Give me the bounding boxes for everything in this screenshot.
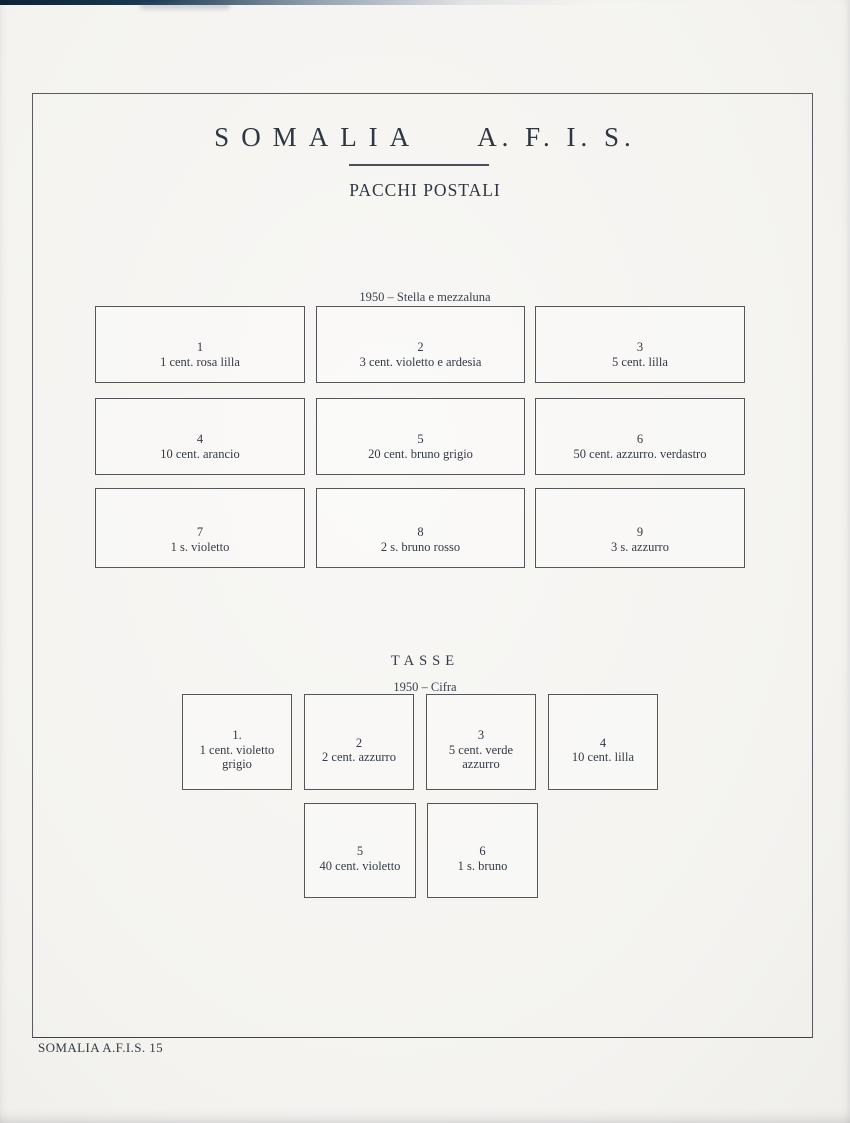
stamp-box-7 xyxy=(95,488,305,568)
scan-smudge xyxy=(140,3,230,9)
stamp-box-9 xyxy=(535,488,745,568)
stamp-number: 5 xyxy=(417,432,424,446)
stamp-number: 6 xyxy=(479,844,486,858)
page-title xyxy=(0,122,850,152)
stamp-number: 9 xyxy=(636,525,644,539)
stamp-description: 5 cent. verde azzurro xyxy=(448,742,514,772)
stamp-description: 10 cent. arancio xyxy=(160,446,240,461)
stamp-box-3 xyxy=(535,306,745,383)
stamp-box-1 xyxy=(95,306,305,383)
stamp-number: 8 xyxy=(417,525,424,539)
stamp-box-6 xyxy=(535,398,745,475)
stamp-number: 3 xyxy=(636,340,644,354)
stamp-description: 2 cent. azzurro xyxy=(322,750,396,764)
stamp-box-2 xyxy=(316,306,525,383)
section-title-tasse: TASSE xyxy=(390,653,460,669)
stamp-description: 3 cent. violetto e ardesia xyxy=(359,354,482,369)
stamp-description: 5 cent. lilla xyxy=(612,354,668,369)
stamp-number: 7 xyxy=(196,525,204,539)
stamp-number: 3 xyxy=(477,728,485,743)
stamp-description: 10 cent. lilla xyxy=(571,750,635,764)
stamp-description: 50 cent. azzurro. verdastro xyxy=(573,446,707,461)
stamp-box-8 xyxy=(316,488,525,568)
page-subtitle: PACCHI POSTALI xyxy=(349,180,501,200)
stamp-number: 4 xyxy=(196,432,204,446)
title-underline-rule xyxy=(349,164,489,166)
page-title-country: SOMALIA xyxy=(214,122,422,152)
stamp-number: 5 xyxy=(356,844,364,858)
stamp-number: 2 xyxy=(417,340,424,354)
stamp-description: 1 cent. rosa lilla xyxy=(160,354,240,369)
stamp-description: 3 s. azzurro xyxy=(611,539,669,554)
stamp-number: 2 xyxy=(355,735,363,750)
stamp-description: 40 cent. violetto xyxy=(319,858,401,873)
stamp-description: 2 s. bruno rosso xyxy=(380,539,461,554)
tasse-box-2 xyxy=(304,694,414,790)
page-title-afis: A. F. I. S. xyxy=(477,122,636,152)
stamp-box-5 xyxy=(316,398,525,475)
stamp-description: 20 cent. bruno grigio xyxy=(368,446,473,461)
stamp-number: 1. xyxy=(232,728,242,743)
stamp-box-4 xyxy=(95,398,305,475)
stamp-number: 6 xyxy=(636,432,644,446)
section-heading-stella-e-mezzaluna: 1950 – Stella e mezzaluna xyxy=(359,290,491,304)
stamp-description: 1 s. violetto xyxy=(170,539,230,554)
stamp-number: 4 xyxy=(599,735,607,750)
scan-edge-artifact xyxy=(0,0,850,5)
stamp-description: 1 s. bruno xyxy=(457,858,508,873)
stamp-description: 1 cent. violetto grigio xyxy=(199,742,275,772)
tasse-box-4 xyxy=(548,694,658,790)
tasse-box-5 xyxy=(304,803,416,898)
page-footer-label: SOMALIA A.F.I.S. 15 xyxy=(38,1040,164,1055)
tasse-box-1 xyxy=(182,694,292,790)
section-heading-cifra: 1950 – Cifra xyxy=(393,680,457,694)
stamp-number: 1 xyxy=(196,340,204,354)
tasse-box-3 xyxy=(426,694,536,790)
tasse-box-6 xyxy=(427,803,538,898)
